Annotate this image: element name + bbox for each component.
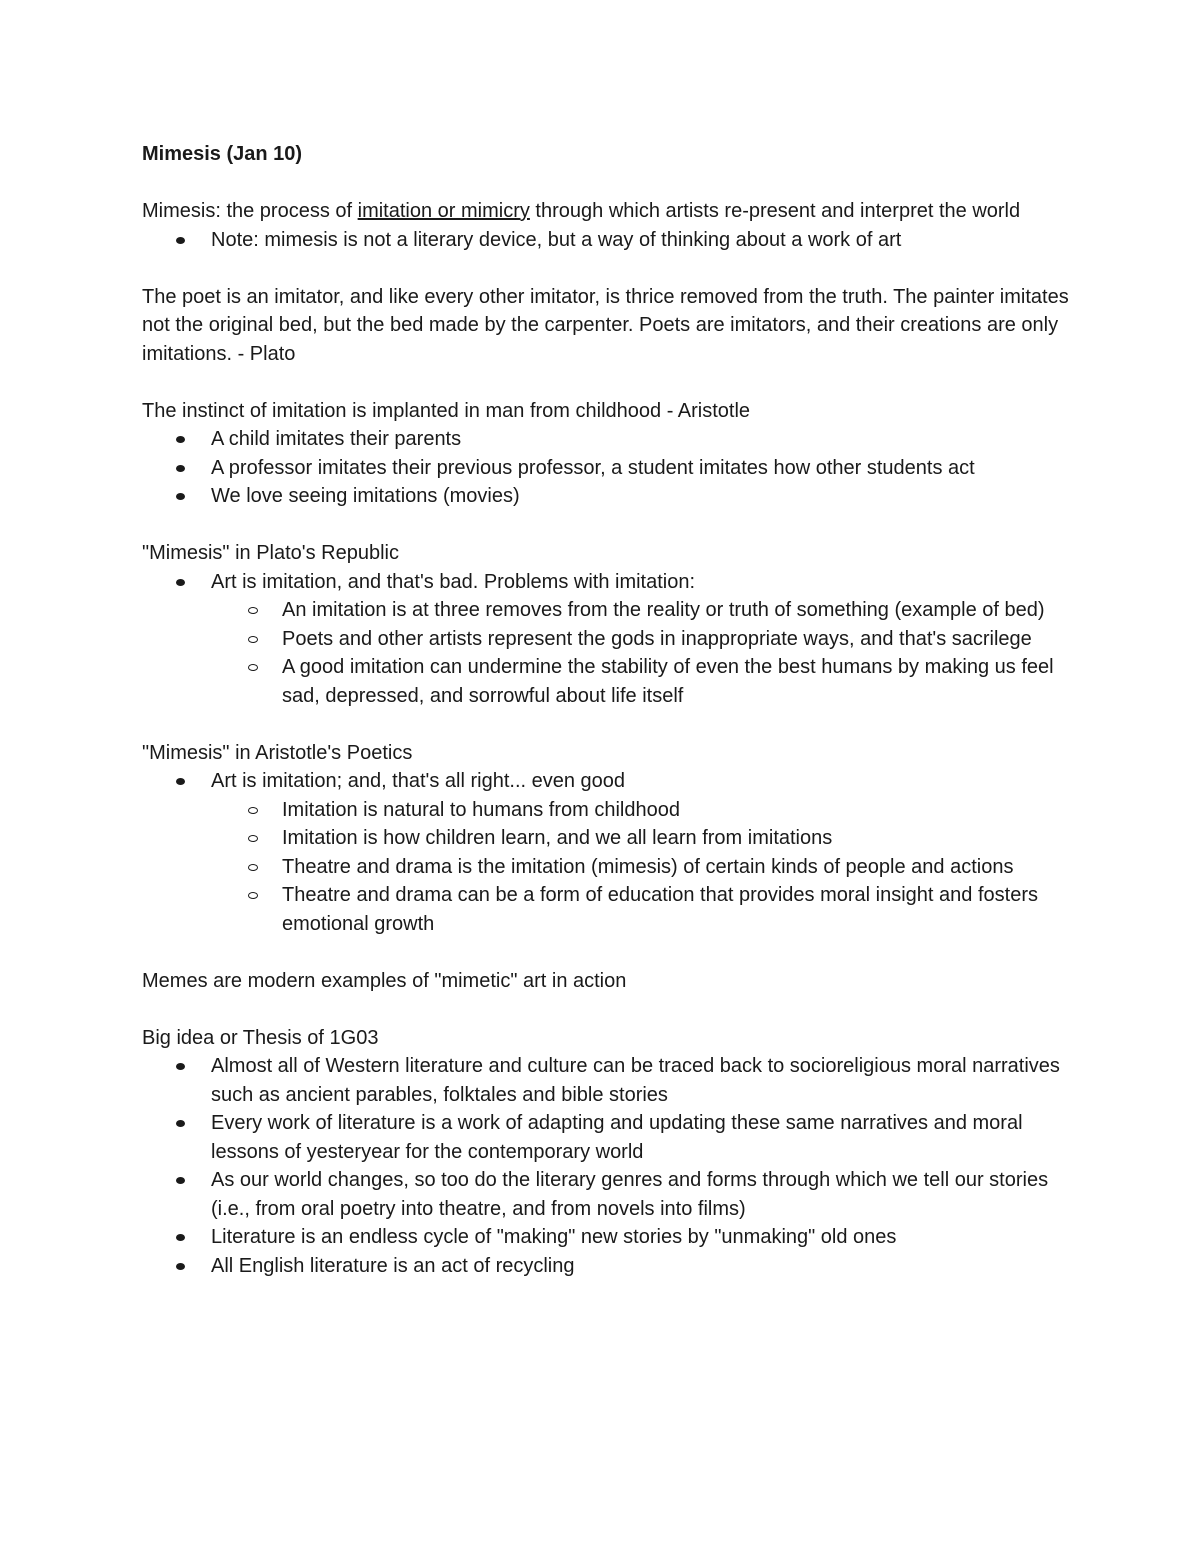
definition-text-before: Mimesis: the process of — [142, 200, 358, 222]
definition-paragraph — [142, 197, 1070, 226]
section-big-idea — [142, 1024, 1070, 1281]
definition-bullet-list — [142, 226, 1070, 255]
bullet-list — [142, 1052, 1070, 1280]
sub-list-item: A good imitation can undermine the stability of even the best humans by making us feel sad, depressed, and sorrowful about life itself — [211, 653, 1070, 710]
list-item — [142, 568, 1070, 711]
section-aristotle-poetics — [142, 739, 1070, 939]
sub-list-item: An imitation is at three removes from the reality or truth of something (example of bed) — [211, 596, 1070, 625]
section-heading: Big idea or Thesis of 1G03 — [142, 1026, 379, 1049]
bullet-list — [142, 767, 1070, 938]
section-plato-quote — [142, 283, 1070, 369]
list-item: Every work of literature is a work of adapting and updating these same narratives and moral lessons of yesteryear for the contemporary world — [142, 1109, 1070, 1166]
list-item: A child imitates their parents — [142, 425, 1070, 454]
sub-list-item: Imitation is natural to humans from childhood — [211, 796, 1070, 825]
list-item: All English literature is an act of recycling — [142, 1252, 1070, 1281]
sub-bullet-list — [211, 596, 1070, 710]
document-title: Mimesis (Jan 10) — [142, 143, 303, 165]
section-aristotle-instinct — [142, 397, 1070, 511]
bullet-list — [142, 568, 1070, 711]
plato-quote-paragraph: The poet is an imitator, and like every other imitator, is thrice removed from the truth. The painter imitates not the original bed, but the bed made by the carpenter. Poets are imitators, and their creations are only imitations. - Plato — [142, 285, 1069, 365]
definition-text-after: through which artists re-present and interpret the world — [529, 200, 1021, 222]
list-item — [142, 767, 1070, 938]
bullet-list — [142, 425, 1070, 511]
section-heading: "Mimesis" in Plato's Republic — [142, 542, 399, 564]
list-item-text: Art is imitation, and that's bad. Problems with imitation: — [211, 570, 696, 593]
sub-list-item: Theatre and drama is the imitation (mimesis) of certain kinds of people and actions — [211, 853, 1070, 882]
definition-underlined-term: imitation or mimicry — [357, 200, 530, 222]
list-item: As our world changes, so too do the literary genres and forms through which we tell our stories (i.e., from oral poetry into theatre, and from novels into films) — [142, 1166, 1070, 1223]
sub-list-item: Imitation is how children learn, and we all learn from imitations — [211, 824, 1070, 853]
section-heading: "Mimesis" in Aristotle's Poetics — [142, 741, 413, 764]
sub-bullet-list — [211, 796, 1070, 939]
list-item: We love seeing imitations (movies) — [142, 482, 1070, 511]
list-item: Literature is an endless cycle of "making" new stories by "unmaking" old ones — [142, 1223, 1070, 1252]
list-item-text: Art is imitation; and, that's all right... even good — [211, 770, 626, 792]
section-heading: The instinct of imitation is implanted in man from childhood - Aristotle — [142, 399, 751, 422]
list-item: Note: mimesis is not a literary device, but a way of thinking about a work of art — [142, 226, 1070, 255]
section-plato-republic — [142, 539, 1070, 710]
list-item: Almost all of Western literature and culture can be traced back to socioreligious moral narratives such as ancient parables, folktales and bible stories — [142, 1052, 1070, 1109]
memes-paragraph: Memes are modern examples of "mimetic" art in action — [142, 969, 627, 992]
section-definition — [142, 197, 1070, 254]
section-memes — [142, 967, 1070, 996]
list-item: A professor imitates their previous professor, a student imitates how other students act — [142, 454, 1070, 483]
sub-list-item: Theatre and drama can be a form of education that provides moral insight and fosters emotional growth — [211, 881, 1070, 938]
sub-list-item: Poets and other artists represent the gods in inappropriate ways, and that's sacrilege — [211, 625, 1070, 654]
